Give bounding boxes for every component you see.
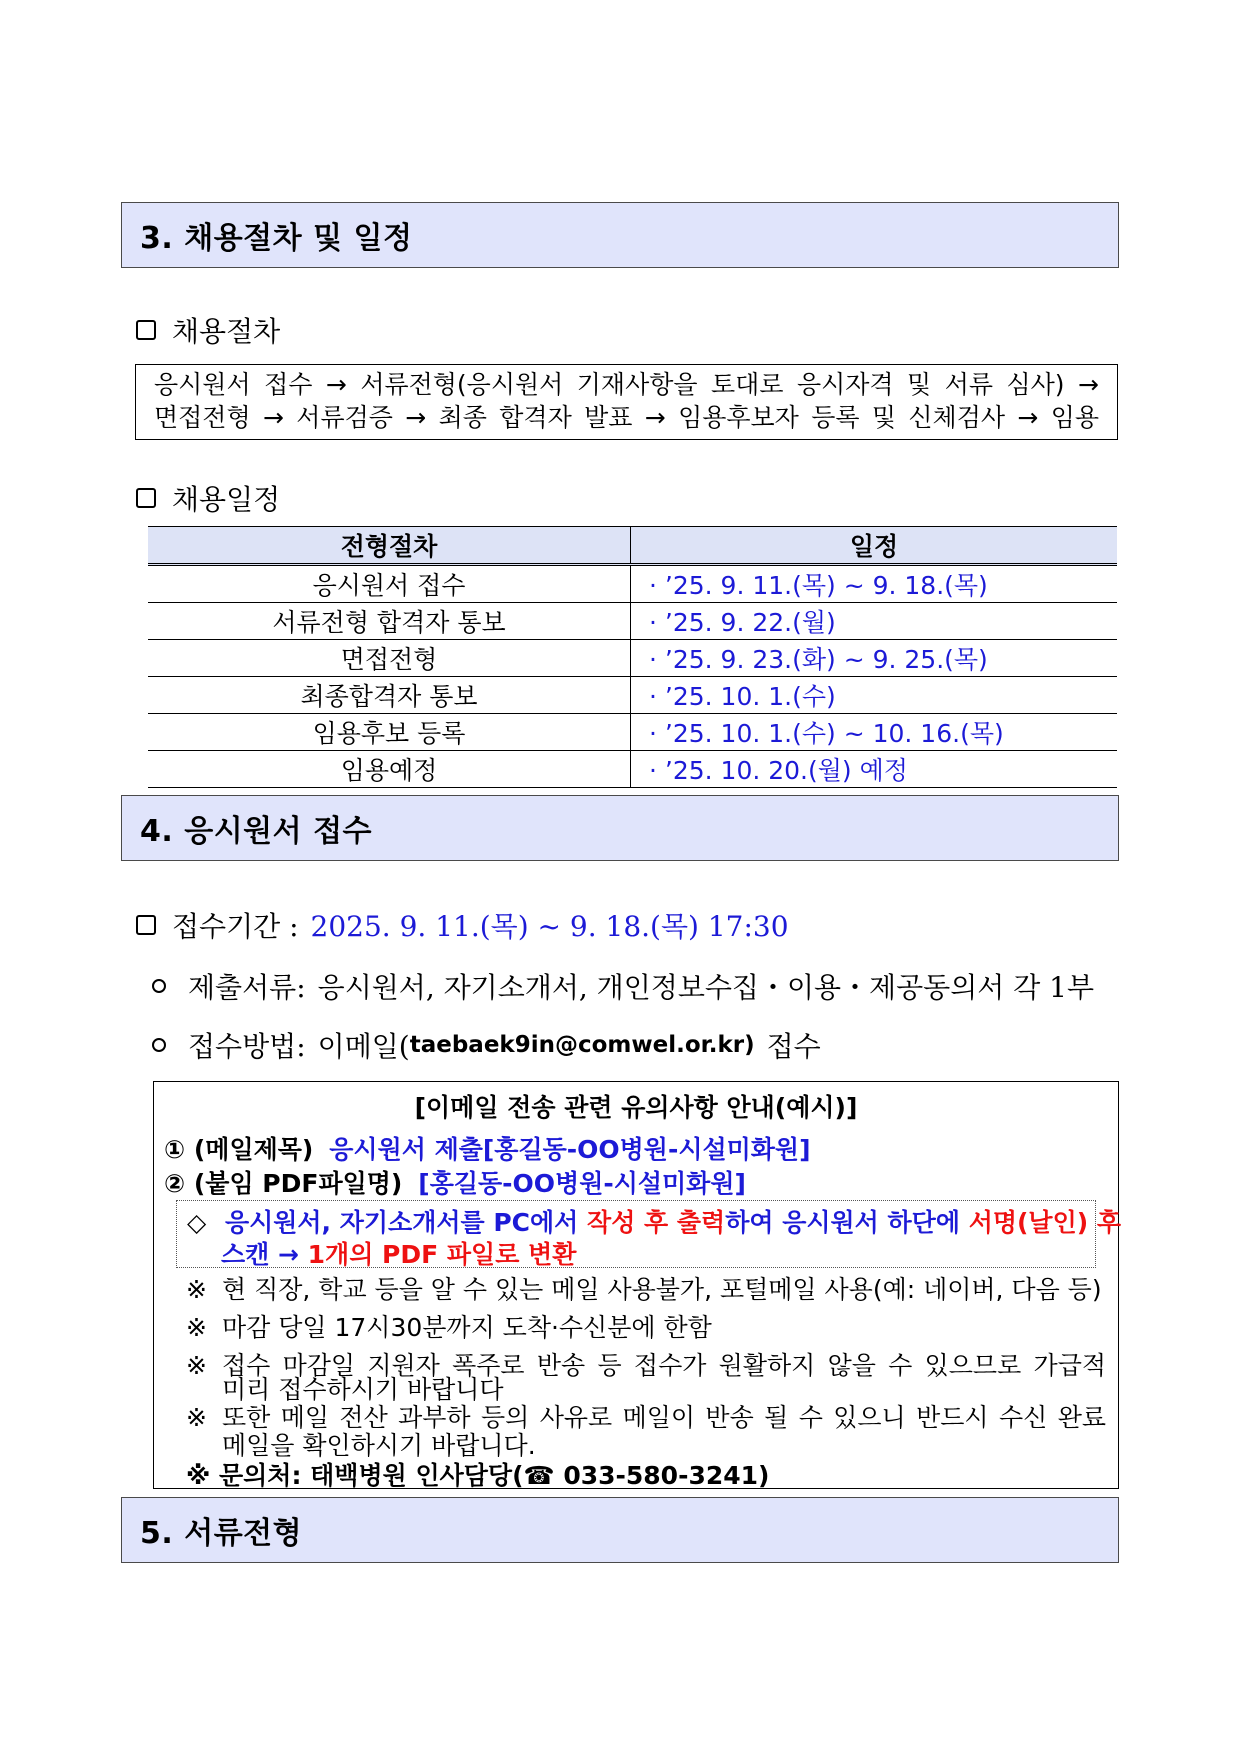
table-row (148, 677, 1117, 714)
stage-cell: 서류전형 합격자 통보 (148, 603, 631, 640)
item1-label: ① (메일제목) (164, 1135, 314, 1164)
procedure-line-1: 응시원서 접수 → 서류전형(응시원서 기재사항을 토대로 응시자격 및 서류 심사) → (154, 370, 1099, 399)
column-header: 전형절차 (148, 527, 631, 565)
checkbox-icon (136, 915, 156, 935)
table-row (148, 714, 1117, 751)
date-cell: · ’25. 10. 20.(월) 예정 (631, 751, 1118, 788)
method-label: 접수방법: (188, 1030, 306, 1063)
stage-cell: 최종합격자 통보 (148, 677, 631, 714)
method-suffix: 접수 (766, 1030, 821, 1063)
period-value: 2025. 9. 11.(목) ~ 9. 18.(목) 17:30 (310, 910, 789, 943)
table-row (148, 565, 1117, 603)
item2-label: ② (붙임 PDF파일명) (164, 1169, 403, 1198)
notice-title: [이메일 전송 관련 유의사항 안내(예시)] (414, 1093, 858, 1122)
stage-cell: 임용예정 (148, 751, 631, 788)
table-row (148, 751, 1117, 788)
item2-value: [홍길동-OO병원-시설미화원] (418, 1169, 746, 1198)
procedure-line-2: 면접전형 → 서류검증 → 최종 합격자 발표 → 임용후보자 등록 및 신체검사 → 임용 (154, 403, 1099, 432)
section-4-title: 4. 응시원서 접수 (140, 814, 373, 849)
period-line (136, 905, 789, 945)
circle-bullet-icon (152, 1038, 166, 1052)
column-header: 일정 (631, 527, 1118, 565)
note-mark: ※ (186, 1275, 207, 1304)
stage-cell: 응시원서 접수 (148, 565, 631, 603)
notice-item-2 (164, 1164, 746, 1200)
table-row (148, 640, 1117, 677)
procedure-heading: 채용절차 (136, 310, 280, 350)
stage-cell: 면접전형 (148, 640, 631, 677)
note-1: ※ 현 직장, 학교 등을 알 수 있는 메일 사용불가, 포털메일 사용(예: 네이버, 다음 등) (186, 1275, 1102, 1304)
docs-label: 제출서류: (188, 971, 306, 1004)
email-notice-box (153, 1081, 1119, 1489)
date-cell: · ’25. 9. 11.(목) ~ 9. 18.(목) (631, 565, 1118, 603)
section-3-title: 3. 채용절차 및 일정 (140, 221, 413, 256)
procedure-box (135, 364, 1118, 440)
item1-value: 응시원서 제출[홍길동-OO병원-시설미화원] (329, 1135, 811, 1164)
contact-line: ※ 문의처: 태백병원 인사담당(☎ 033-580-3241) (186, 1461, 770, 1490)
table-header-row (148, 527, 1117, 565)
pdf-instruction-box (176, 1200, 1121, 1269)
instruction-line-2: 스캔 → 1개의 PDF 파일로 변환 (221, 1240, 577, 1269)
instruction-line-1: ◇ 응시원서, 자기소개서를 PC에서 작성 후 출력하여 응시원서 하단에 서명(날인) 후 (187, 1208, 1121, 1237)
section-4-header (121, 795, 1119, 861)
period-label: 접수기간 : (172, 910, 299, 943)
date-cell: · ’25. 9. 22.(월) (631, 603, 1118, 640)
circle-bullet-icon (152, 979, 166, 993)
section-5-title: 5. 서류전형 (140, 1516, 303, 1551)
method-line (152, 1025, 821, 1065)
stage-cell: 임용후보 등록 (148, 714, 631, 751)
checkbox-icon (136, 320, 156, 340)
method-email: taebaek9in@comwel.or.kr) (409, 1032, 755, 1058)
checkbox-icon (136, 488, 156, 508)
docs-value: 응시원서, 자기소개서, 개인정보수집・이용・제공동의서 각 1부 (317, 971, 1095, 1004)
docs-line (152, 966, 1094, 1006)
table-row (148, 603, 1117, 640)
method-prefix: 이메일( (317, 1030, 410, 1063)
notice-item-1 (164, 1130, 811, 1166)
date-cell: · ’25. 9. 23.(화) ~ 9. 25.(목) (631, 640, 1118, 677)
note-4: ※ 또한 메일 전산 과부하 등의 사유로 메일이 반송 될 수 있으니 반드시 수신 완료 메일을 확인하시기 바랍니다. (186, 1403, 1106, 1460)
note-mark: ※ (186, 1403, 207, 1432)
schedule-table (148, 526, 1117, 788)
section-3-header (121, 202, 1119, 268)
note-2: ※ 마감 당일 17시30분까지 도착·수신분에 한함 (186, 1313, 712, 1342)
diamond-icon: ◇ (187, 1208, 207, 1237)
date-cell: · ’25. 10. 1.(수) (631, 677, 1118, 714)
note-mark: ※ (186, 1351, 207, 1380)
section-5-header (121, 1497, 1119, 1563)
date-cell: · ’25. 10. 1.(수) ~ 10. 16.(목) (631, 714, 1118, 751)
note-3: ※ 접수 마감일 지원자 폭주로 반송 등 접수가 원활하지 않을 수 있으므로 가급적 미리 접수하시기 바랍니다 (186, 1351, 1106, 1404)
schedule-heading: 채용일정 (136, 478, 280, 518)
note-mark: ※ (186, 1313, 207, 1342)
